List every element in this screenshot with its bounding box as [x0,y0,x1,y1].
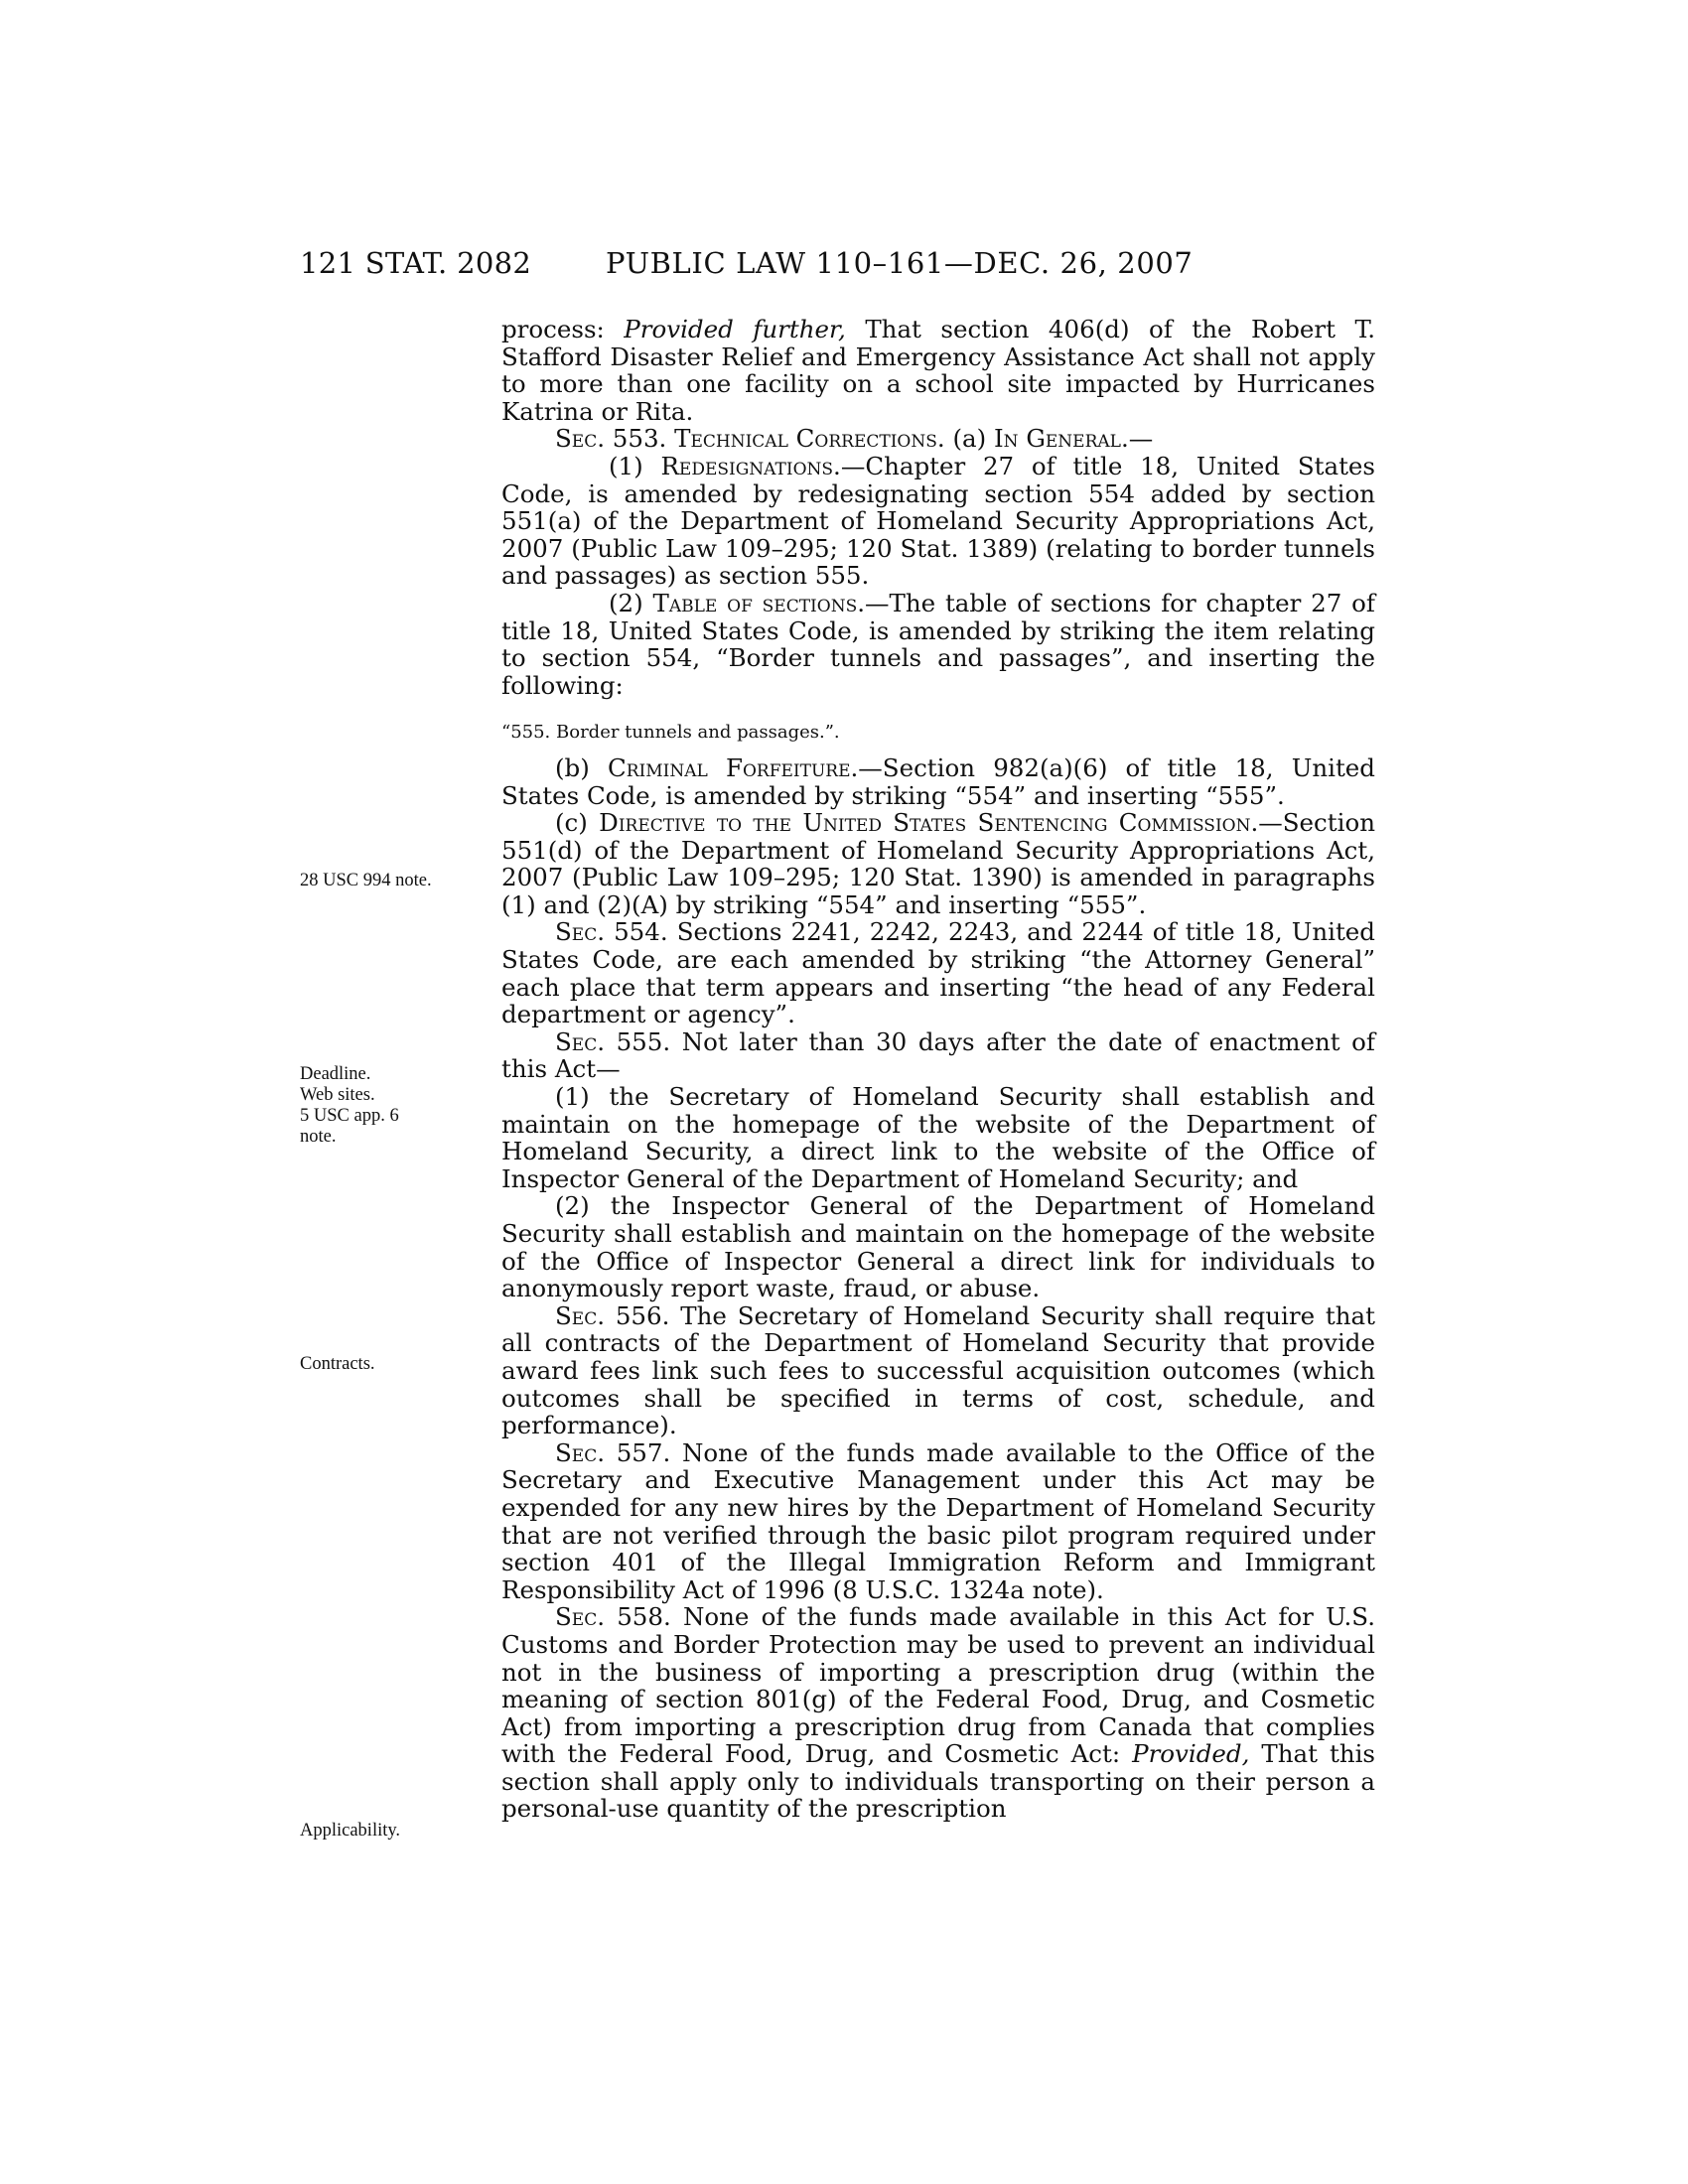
section-555-para-1: (1) the Secretary of Homeland Security shall establish and maintain on the homepage of the website of the Department of Homeland Security, a direct link to the website of the Office of Inspector General of the Department of Homeland Security; and [501,1082,1375,1193]
section-556: Sec. 556. The Secretary of Homeland Security shall require that all contracts of the Department of Homeland Security that provide award fees link such fees to successful acquisition outcomes (which outcomes shall be specified in terms of cost, schedule, and performance). [501,1300,1375,1440]
margin-note-applicability: Applicability. [300,1821,401,1841]
margin-note-deadline-label: Deadline. [300,1064,371,1084]
page-header [0,246,1688,286]
margin-note-note: note. [300,1127,337,1147]
margin-note-usc-app6: 5 USC app. 6 [300,1106,399,1126]
section-557: Sec. 557. None of the funds made available to the Office of the Secretary and Executive Management under this Act may be expended for any new hires by the Department of Homeland Security that are not verified through the basic pilot program required under section 401 of the Illegal Immigration Reform and Immigrant Responsibility Act of 1996 (8 U.S.C. 1324a note). [501,1437,1376,1604]
stat-page-reference: 121 STAT. 2082 [300,246,532,280]
statute-body [501,316,1375,1823]
margin-note-usc-994: 28 USC 994 note. [300,871,432,890]
section-553-heading: Sec. 553. Technical Corrections. (a) In General.— [555,424,1154,454]
section-555-para-2: (2) the Inspector General of the Department of Homeland Security shall establish and maintain on the homepage of the website of the Office of Inspector General a direct link for individuals to anonymously report waste, fraud, or abuse. [501,1191,1375,1303]
table-of-sections-item: “555. Border tunnels and passages.”. [501,722,840,744]
section-555: Sec. 555. Not later than 30 days after the date of enactment of this Act— [501,1026,1376,1084]
section-554: Sec. 554. Sections 2241, 2242, 2243, and 2244 of title 18, United States Code, are each amended by striking “the Attorney General” each place that term appears and inserting “the head of any Federal department or agency”. [501,917,1375,1029]
margin-note-contracts: Contracts. [300,1354,375,1374]
section-558: Sec. 558. None of the funds made available in this Act for U.S. Customs and Border Protection may be used to prevent an individual not in the business of importing a prescription drug (within the meaning of section 801(g) of the Federal Food, Drug, and Cosmetic Act) from importing a prescription drug from Canada that complies with the Federal Food, Drug, and Cosmetic Act: Provided, That this section shall apply only to individuals transporting on their person a personal-use quantity of the prescription [501,1602,1376,1824]
paragraph-process-continuation: process: Provided further, That section 406(d) of the Robert T. Stafford Disaster Relief and Emergency Assistance Act shall not apply to more than one facility on a school site impacted by Hurricanes Katrina or Rita. [501,315,1375,426]
section-553-para-b: (b) Criminal Forfeiture.—Section 982(a)(6) of title 18, United States Code, is amended by striking “554” and inserting “555”. [501,752,1375,810]
margin-note-web-sites: Web sites. [300,1085,375,1105]
public-law-title: PUBLIC LAW 110–161—DEC. 26, 2007 [606,246,1194,280]
section-553-para-c: (c) Directive to the United States Sentencing Commission.—Section 551(d) of the Department of Homeland Security Appropriations Act, 2007 (Public Law 109–295; 120 Stat. 1390) is amended in paragraphs (1) and (2)(A) by striking “554” and inserting “555”. [501,808,1375,919]
section-553-para-1: (1) Redesignations.—Chapter 27 of title 18, United States Code, is amended by redesignating section 554 added by section 551(a) of the Department of Homeland Security Appropriations Act, 2007 (Public Law 109–295; 120 Stat. 1389) (relating to border tunnels and passages) as section 555. [501,451,1375,591]
section-553-para-2: (2) Table of sections.—The table of sections for chapter 27 of title 18, United States Code, is amended by striking the item relating to section 554, “Border tunnels and passages”, and inserting the following: [501,588,1375,700]
